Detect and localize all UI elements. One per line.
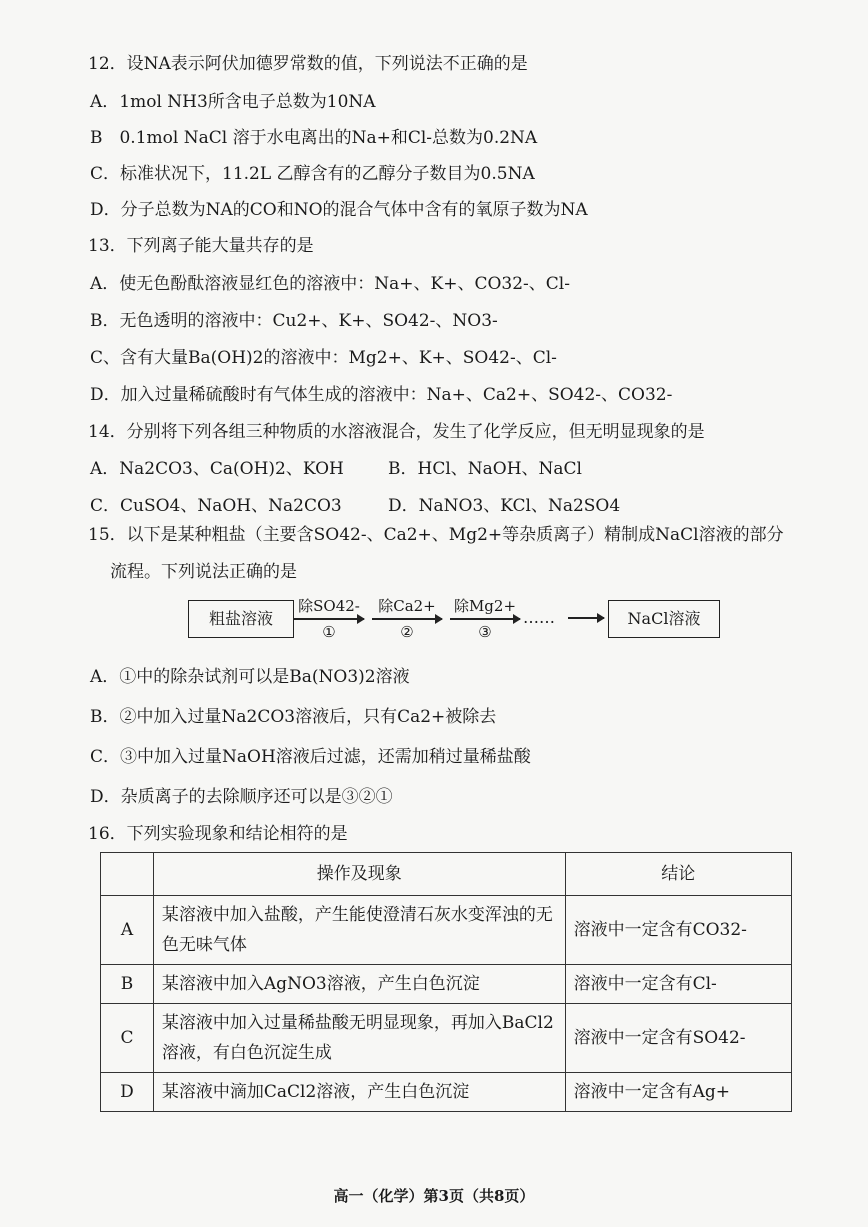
flow-end-box: NaCl溶液 — [608, 600, 720, 638]
q14-option-b: B．HCl、NaOH、NaCl — [388, 459, 582, 479]
row-operation: 某溶液中加入过量稀盐酸无明显现象，再加入BaCl2溶液，有白色沉淀生成 — [153, 1004, 565, 1073]
flow-arrow-2 — [372, 618, 442, 620]
flow-step-2-label: 除Ca2+ — [378, 597, 436, 615]
flow-arrow-final — [568, 617, 604, 619]
q13-option-d: D．加入过量稀硫酸时有气体生成的溶液中：Na+、Ca2+、SO42-、CO32- — [90, 385, 673, 405]
flow-arrow-1 — [294, 618, 364, 620]
q13-option-a: A．使无色酚酞溶液显红色的溶液中：Na+、K+、CO32-、Cl- — [90, 274, 570, 294]
q14-option-d: D．NaNO3、KCl、Na2SO4 — [388, 496, 621, 516]
experiment-table — [100, 852, 792, 1112]
row-conclusion: 溶液中一定含有SO42- — [565, 1004, 791, 1073]
flow-step-3 — [450, 596, 520, 642]
row-operation: 某溶液中加入AgNO3溶液，产生白色沉淀 — [153, 965, 565, 1004]
q12-stem: 12．设NA表示阿伏加德罗常数的值，下列说法不正确的是 — [88, 54, 528, 74]
q13-stem: 13．下列离子能大量共存的是 — [88, 236, 314, 256]
table-header-operation: 操作及现象 — [153, 853, 565, 896]
row-operation: 某溶液中滴加CaCl2溶液，产生白色沉淀 — [153, 1073, 565, 1112]
q13-option-c: C、含有大量Ba(OH)2的溶液中：Mg2+、K+、SO42-、Cl- — [90, 348, 557, 368]
table-row — [101, 965, 792, 1004]
q14-option-c: C．CuSO4、NaOH、Na2CO3 — [90, 496, 342, 516]
table-header-row — [101, 853, 792, 896]
purification-flow-diagram — [188, 596, 748, 656]
flow-step-3-label: 除Mg2+ — [453, 597, 517, 615]
q14-option-a: A．Na2CO3、Ca(OH)2、KOH — [90, 459, 344, 479]
flow-step-1-number: ① — [322, 623, 336, 641]
flow-step-1-label: 除SO42- — [298, 597, 360, 615]
row-conclusion: 溶液中一定含有CO32- — [565, 896, 791, 965]
row-conclusion: 溶液中一定含有Ag+ — [565, 1073, 791, 1112]
flow-step-1 — [294, 596, 364, 642]
flow-step-2-number: ② — [400, 623, 414, 641]
q12-option-a: A．1mol NH3所含电子总数为10NA — [90, 92, 376, 112]
q15-option-c: C．③中加入过量NaOH溶液后过滤，还需加稍过量稀盐酸 — [90, 747, 531, 767]
q15-stem-continued: 流程。下列说法正确的是 — [110, 562, 297, 582]
q12-option-c: C．标准状况下，11.2L 乙醇含有的乙醇分子数目为0.5NA — [90, 164, 535, 184]
row-key: C — [101, 1004, 154, 1073]
table-row — [101, 1073, 792, 1112]
page-footer: 高一（化学）第3页（共8页） — [333, 1187, 535, 1205]
table-header-conclusion: 结论 — [565, 853, 791, 896]
flow-ellipsis: …… — [523, 608, 555, 627]
q15-option-b: B．②中加入过量Na2CO3溶液后，只有Ca2+被除去 — [90, 707, 497, 727]
flow-start-box: 粗盐溶液 — [188, 600, 294, 638]
row-conclusion: 溶液中一定含有Cl- — [565, 965, 791, 1004]
row-key: D — [101, 1073, 154, 1112]
row-key: A — [101, 896, 154, 965]
row-operation: 某溶液中加入盐酸，产生能使澄清石灰水变浑浊的无色无味气体 — [153, 896, 565, 965]
q15-stem: 15．以下是某种粗盐（主要含SO42-、Ca2+、Mg2+等杂质离子）精制成NaCl溶液的部分 — [88, 525, 784, 545]
flow-step-3-number: ③ — [478, 623, 492, 641]
q12-option-d: D．分子总数为NA的CO和NO的混合气体中含有的氧原子数为NA — [90, 200, 588, 220]
flow-step-2 — [372, 596, 442, 642]
q15-option-d: D．杂质离子的去除顺序还可以是③②① — [90, 787, 393, 807]
table-row — [101, 896, 792, 965]
q13-option-b: B．无色透明的溶液中：Cu2+、K+、SO42-、NO3- — [90, 311, 498, 331]
table-row — [101, 1004, 792, 1073]
q16-stem: 16．下列实验现象和结论相符的是 — [88, 824, 348, 844]
table-header-key — [101, 853, 154, 896]
q15-option-a: A．①中的除杂试剂可以是Ba(NO3)2溶液 — [90, 667, 410, 687]
q14-stem: 14．分别将下列各组三种物质的水溶液混合，发生了化学反应，但无明显现象的是 — [88, 422, 705, 442]
flow-arrow-3 — [450, 618, 520, 620]
row-key: B — [101, 965, 154, 1004]
q12-option-b: B 0.1mol NaCl 溶于水电离出的Na+和Cl-总数为0.2NA — [90, 128, 538, 148]
